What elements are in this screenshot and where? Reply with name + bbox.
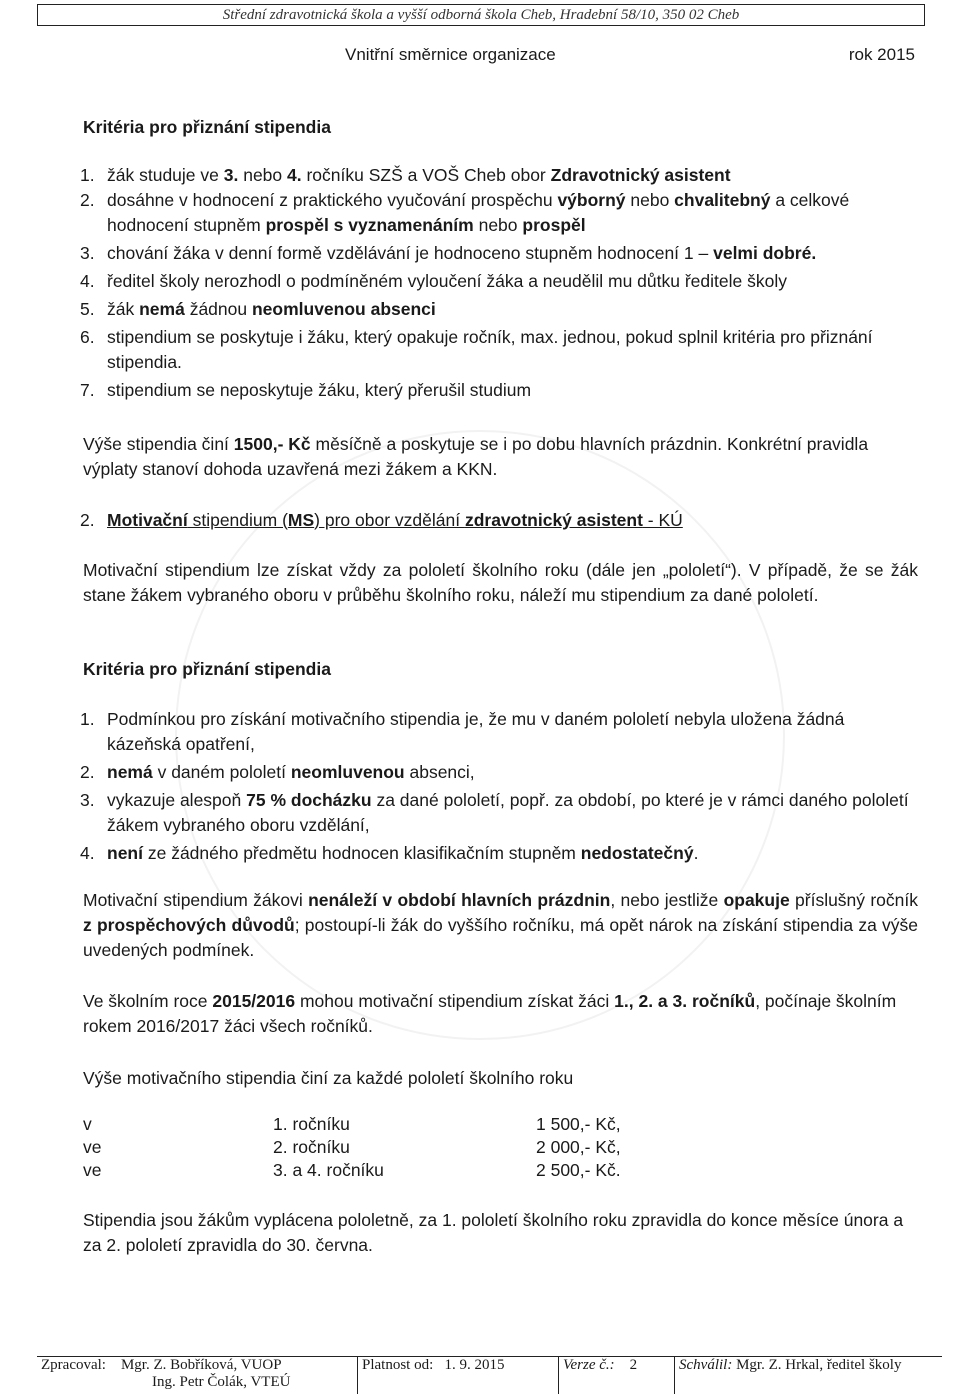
footer-prepared: Zpracoval: Mgr. Z. Bobříková, VUOP Ing. Petr Čolák, VTEÚ xyxy=(37,1357,358,1395)
school-year-paragraph: Ve školním roce 2015/2016 mohou motivační stipendium získat žáci 1., 2. a 3. ročníků, počínaje školním rokem 2016/2017 žáci všech ročníků. xyxy=(83,991,897,1036)
footer-validity: Platnost od: 1. 9. 2015 xyxy=(358,1357,559,1395)
list-item: 7. stipendium se neposkytuje žáku, který přerušil studium xyxy=(80,380,532,400)
criteria-list-2 xyxy=(80,707,920,866)
document-year: rok 2015 xyxy=(848,45,915,64)
table-row: ve 2. ročníku 2 000,- Kč, xyxy=(83,1137,621,1157)
list-item: 1. Podmínkou pro získání motivačního stipendia je, že mu v daném pololetí nebyla uložena žádná kázeňská opatření, xyxy=(80,709,845,754)
school-header: Střední zdravotnická škola a vyšší odborná škola Cheb, Hradební 58/10, 350 02 Cheb xyxy=(37,4,925,26)
footer xyxy=(37,1356,942,1394)
footer-version: Verze č.: 2 xyxy=(559,1357,675,1395)
stipend-amount-paragraph: Výše stipendia činí 1500,- Kč měsíčně a poskytuje se i po dobu hlavních prázdnin. Konkrétní pravidla výplaty stanoví dohoda uzavřená mezi žákem a KKN. xyxy=(83,434,869,479)
section-2-intro: Motivační stipendium lze získat vždy za pololetí školního roku (dále jen „pololetí“). V případě, že se žák stane žákem vybraného oboru v průběhu školního roku, náleží mu stipendium za dané pololetí. xyxy=(83,560,918,605)
criteria-heading-2: Kritéria pro přiznání stipendia xyxy=(83,659,331,679)
no-holiday-paragraph: Motivační stipendium žákovi nenáleží v období hlavních prázdnin, nebo jestliže opakuje příslušný ročník z prospěchových důvodů; postoupí-li žák do vyššího ročníku, má opět nárok na získání stipendia za výše uvedených podmínek. xyxy=(83,890,919,960)
criteria-heading-1: Kritéria pro přiznání stipendia xyxy=(83,117,331,137)
payment-paragraph: Stipendia jsou žákům vyplácena pololetně, za 1. pololetí školního roku zpravidla do konce měsíce února a za 2. pololetí zpravidla do 30. června. xyxy=(83,1210,904,1255)
document-header xyxy=(345,45,915,65)
list-item: 2. dosáhne v hodnocení z praktického vyučování prospěchu výborný nebo chvalitebný a celkové hodnocení stupněm prospěl s vyznamenáním nebo prospěl xyxy=(80,190,850,235)
list-item: 4. ředitel školy nerozhodl o podmíněném vyloučení žáka a neudělil mu důtku ředitele školy xyxy=(80,271,787,291)
list-item: 1. žák studuje ve 3. nebo 4. ročníku SZŠ a VOŠ Cheb obor Zdravotnický asistent xyxy=(80,165,731,185)
list-item: 3. vykazuje alespoň 75 % docházku za dané pololetí, popř. za období, po které je v rámci daného pololetí žákem vybraného oboru vzdělání, xyxy=(80,790,909,835)
table-row: ve 3. a 4. ročníku 2 500,- Kč. xyxy=(83,1160,621,1180)
list-item: 4. není ze žádného předmětu hodnocen klasifikačním stupněm nedostatečný. xyxy=(80,843,699,863)
footer-approved: Schválil: Mgr. Z. Hrkal, ředitel školy xyxy=(675,1357,943,1395)
rates-table xyxy=(83,1113,736,1182)
criteria-list-1 xyxy=(80,163,920,403)
list-item: 5. žák nemá žádnou neomluvenou absenci xyxy=(80,299,436,319)
amount-intro: Výše motivačního stipendia činí za každé pololetí školního roku xyxy=(83,1068,574,1088)
document-type: Vnitřní směrnice organizace xyxy=(345,45,556,64)
list-item: 6. stipendium se poskytuje i žáku, který opakuje ročník, max. jednou, pokud splnil kritéria pro přiznání stipendia. xyxy=(80,327,873,372)
table-row: v 1. ročníku 1 500,- Kč, xyxy=(83,1114,621,1134)
section-2-title: 2. Motivační stipendium (MS) pro obor vzdělání zdravotnický asistent - KÚ xyxy=(80,510,683,530)
list-item: 3. chování žáka v denní formě vzdělávání je hodnoceno stupněm hodnocení 1 – velmi dobré. xyxy=(80,243,817,263)
list-item: 2. nemá v daném pololetí neomluvenou absenci, xyxy=(80,762,475,782)
